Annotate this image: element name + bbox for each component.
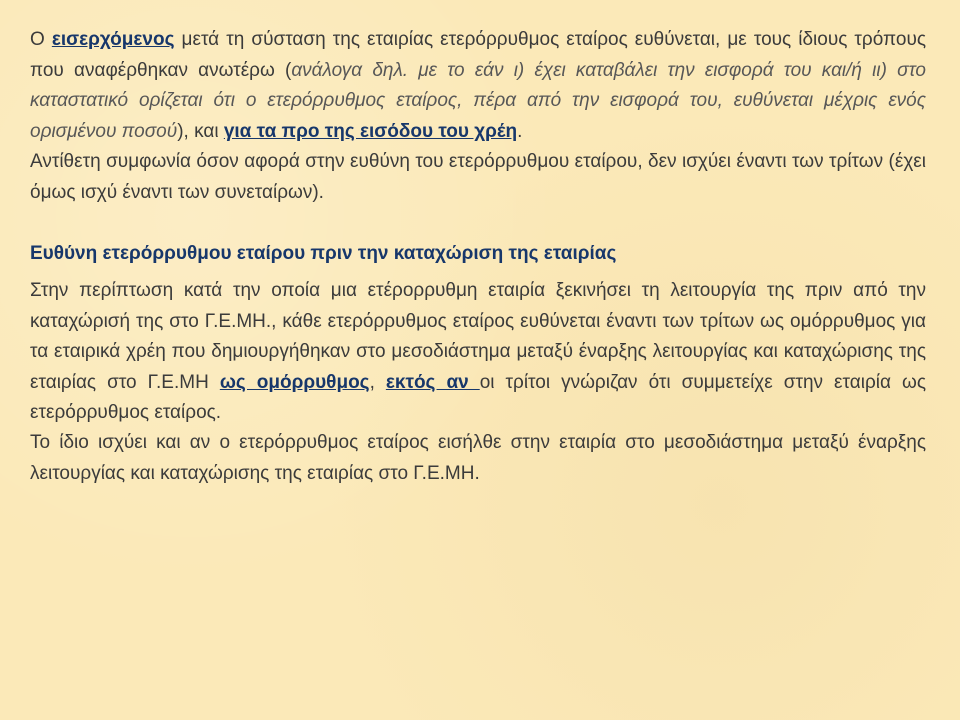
- text: Ο: [30, 29, 52, 50]
- text: οι τρίτοι γνώριζαν ότι συμμετείχε στην εταιρία ως ετερόρρυθμος εταίρος.: [30, 371, 926, 423]
- term-debts-before-entry: για τα προ της εισόδου του χρέη: [223, 120, 518, 142]
- text: Στην περίπτωση κατά την οποία μια ετέρορρυθμη εταιρία ξεκινήσει τη λειτουργία της πριν από την καταχώρισή της στο Γ.Ε.ΜΗ., κάθε ετερόρρυθμος εταίρος ευθύνεται έναντι των τρίτων ως ομόρρυθμος για τα εταιρικά χρέη που δημιουργήθηκαν στο μεσοδιάστημα μεταξύ έναρξης λειτουργίας και καταχώρισης της εταιρίας στο Γ.Ε.ΜΗ: [30, 280, 926, 393]
- term-as-general-partner: ως ομόρρυθμος: [219, 371, 370, 393]
- paragraph-2: Αντίθετη συμφωνία όσον αφορά στην ευθύνη του ετερόρρυθμου εταίρου, δεν ισχύει έναντι των τρίτων (έχει όμως ισχύ έναντι των συνεταίρων).: [30, 151, 926, 203]
- section-heading: Ευθύνη ετερόρρυθμου εταίρου πριν την καταχώριση της εταιρίας: [30, 243, 617, 264]
- text: ,: [369, 371, 386, 393]
- italic-note: ανάλογα δηλ. με το εάν ι) έχει καταβάλει την εισφορά του και/ή ιι) στο καταστατικό ορίζεται ότι ο ετερόρρυθμος εταίρος, πέρα από την εισφορά του, ευθύνεται μέχρις ενός ορισμένου ποσού: [30, 59, 926, 142]
- term-unless: εκτός αν: [385, 371, 480, 393]
- text: .: [517, 120, 523, 142]
- term-eiserxomenos: εισερχόμενος: [51, 29, 175, 50]
- paragraph-1: [30, 25, 926, 147]
- text: ), και: [177, 120, 224, 142]
- paragraph-3: [30, 276, 926, 429]
- paragraph-4: Το ίδιο ισχύει και αν ο ετερόρρυθμος εταίρος εισήλθε στην εταιρία στο μεσοδιάστημα μεταξύ έναρξης λειτουργίας και καταχώρισης της εταιρίας στο Γ.Ε.ΜΗ.: [30, 432, 926, 484]
- text: μετά τη σύσταση της εταιρίας ετερόρρυθμος εταίρος ευθύνεται, με τους ίδιους τρόπους που αναφέρθηκαν ανωτέρω (: [30, 29, 926, 81]
